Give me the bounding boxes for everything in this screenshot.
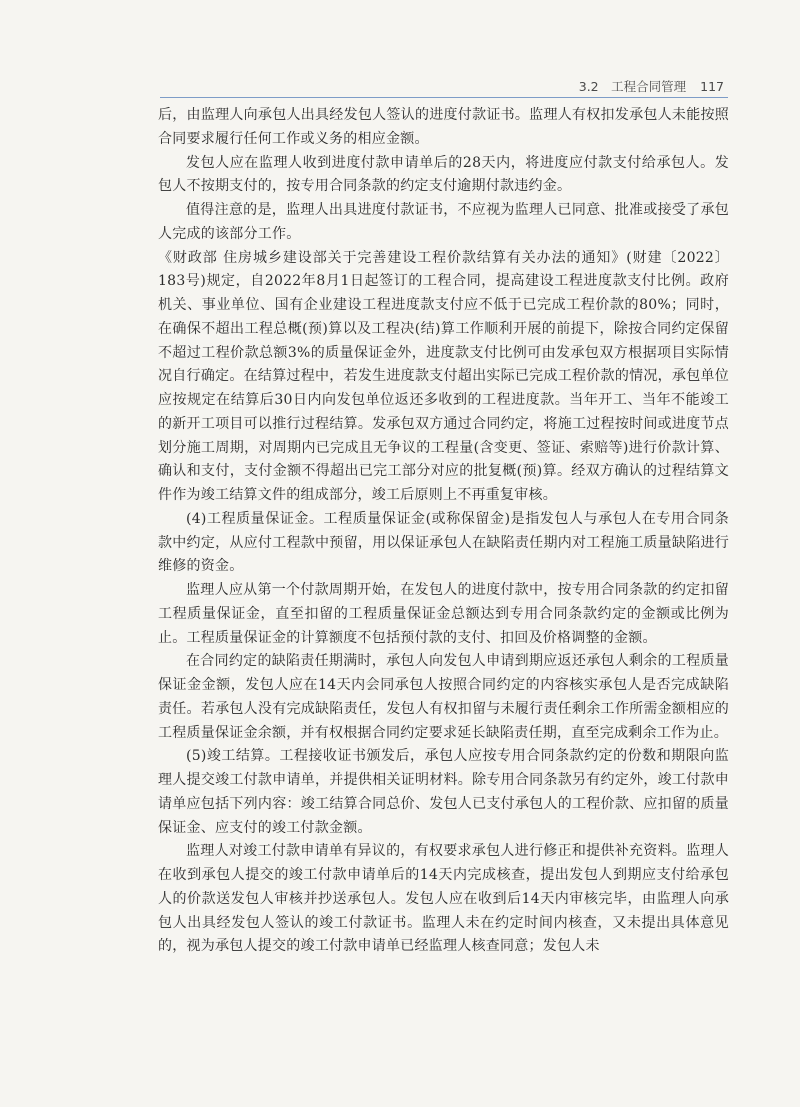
paragraph: 在合同约定的缺陷责任期满时，承包人向发包人申请到期应返还承包人剩余的工程质量保证金金额，发包人应在14天内会同承包人按照合同约定的内容核实承包人是否完成缺陷责任。若承包人没有完成缺陷责任，发包人有权扣留与未履行责任剩余工作所需金额相应的工程质量保证金余额，并有权根据合同约定要求延长缺陷责任期，直至完成剩余工作为止。 — [158, 653, 729, 741]
body-text — [158, 104, 729, 959]
paragraph: 《财政部 住房城乡建设部关于完善建设工程价款结算有关办法的通知》(财建〔2022〕183号)规定，自2022年8月1日起签订的工程合同，提高建设工程进度款支付比例。政府机关、事业单位、国有企业建设工程进度款支付应不低于已完成工程价款的80%；同时，在确保不超出工程总概(预)算以及工程决(结)算工作顺利开展的前提下，除按合同约定保留不超过工程价款总额3%的质量保证金外，进度款支付比例可由发承包双方根据项目实际情况自行确定。在结算过程中，若发生进度款支付超出实际已完成工程价款的情况，承包单位应按规定在结算后30日内向发包单位返还多收到的工程进度款。当年开工、当年不能竣工的新开工项目可以推行过程结算。发承包双方通过合同约定，将施工过程按时间或进度节点划分施工周期，对周期内已完成且无争议的工程量(含变更、签证、索赔等)进行价款计算、确认和支付，支付金额不得超出已完工部分对应的批复概(预)算。经双方确认的过程结算文件作为竣工结算文件的组成部分，竣工后原则上不再重复审核。 — [158, 249, 729, 503]
section-title: 3.2 工程合同管理 — [578, 79, 687, 94]
paragraph: (4)工程质量保证金。工程质量保证金(或称保留金)是指发包人与承包人在专用合同条款中约定，从应付工程款中预留，用以保证承包人在缺陷责任期内对工程施工质量缺陷进行维修的资金。 — [158, 510, 729, 575]
paragraph: 监理人对竣工付款申请单有异议的，有权要求承包人进行修正和提供补充资料。监理人在收到承包人提交的竣工付款申请单后的14天内完成核查，提出发包人到期应支付给承包人的价款送发包人审核并抄送承包人。发包人应在收到后14天内审核完毕，由监理人向承包人出具经发包人签认的竣工付款证书。监理人未在约定时间内核查，又未提出具体意见的，视为承包人提交的竣工付款申请单已经监理人核查同意；发包人未 — [158, 843, 729, 955]
page-number: 117 — [700, 79, 724, 94]
paragraph: (5)竣工结算。工程接收证书颁发后，承包人应按专用合同条款约定的份数和期限向监理人提交竣工付款申请单，并提供相关证明材料。除专用合同条款另有约定外，竣工付款申请单应包括下列内容：竣工结算合同总价、发包人已支付承包人的工程价款、应扣留的质量保证金、应支付的竣工付款金额。 — [158, 748, 729, 836]
paragraph: 发包人应在监理人收到进度付款申请单后的28天内，将进度应付款支付给承包人。发包人不按期支付的，按专用合同条款的约定支付逾期付款违约金。 — [158, 154, 729, 195]
header-text — [579, 77, 724, 95]
running-header — [160, 77, 728, 98]
paragraph: 值得注意的是，监理人出具进度付款证书，不应视为监理人已同意、批准或接受了承包人完成的该部分工作。 — [158, 202, 729, 242]
paragraph: 后，由监理人向承包人出具经发包人签认的进度付款证书。监理人有权扣发承包人未能按照合同要求履行任何工作或义务的相应金额。 — [158, 107, 729, 147]
paragraph: 监理人应从第一个付款周期开始，在发包人的进度付款中，按专用合同条款的约定扣留工程质量保证金，直至扣留的工程质量保证金总额达到专用合同条款约定的金额或比例为止。工程质量保证金的计算额度不包括预付款的支付、扣回及价格调整的金额。 — [158, 582, 729, 646]
